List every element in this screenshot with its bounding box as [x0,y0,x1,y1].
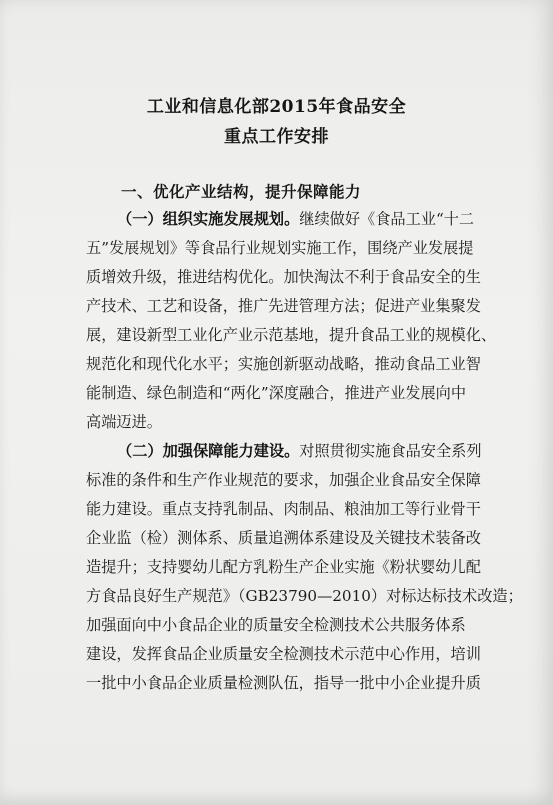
document-title-line2: 重点工作安排 [224,127,329,147]
paragraph-line: 造提升；支持婴幼儿配方乳粉生产企业实施《粉状婴幼儿配 [86,558,481,576]
paragraph-line: 五”发展规划》等食品行业规划实施工作，围绕产业发展提 [86,239,474,257]
paragraph-line: 能制造、绿色制造和“两化”深度融合，推进产业发展向中 [86,384,467,402]
paragraph-line: 展，建设新型工业化产业示范基地，提升食品工业的规模化、 [86,326,497,344]
paragraph-text: 对照贯彻实施食品安全系列 [299,442,482,460]
paragraph-line: 建设，发挥食品企业质量安全检测技术示范中心作用，培训 [86,645,481,663]
paragraph-line: 企业监（检）测体系、质量追溯体系建设及关键技术装备改 [86,529,481,547]
paragraph-line: 产技术、工艺和设备，推广先进管理方法；促进产业集聚发 [86,297,481,315]
paragraph-line: 方食品良好生产规范》（GB23790—2010）对标达标技术改造； [86,587,523,605]
paragraph-line: 能力建设。重点支持乳制品、肉制品、粮油加工等行业骨干 [86,500,481,518]
document-title-line1: 工业和信息化部2015年食品安全 [146,97,407,117]
paragraph-line: 加强面向中小食品企业的质量安全检测技术公共服务体系 [86,616,466,634]
paragraph-line: 质增效升级，推进结构优化。加快淘汰不利于食品安全的生 [86,268,481,286]
paragraph-lead: （一）组织实施发展规划。 [117,210,300,228]
paragraph-lead: （二）加强保障能力建设。 [117,442,300,460]
paragraph-line: 标准的条件和生产作业规范的要求，加强企业食品安全保障 [86,471,481,489]
paragraph-text: 继续做好《食品工业“十二 [299,210,475,228]
paragraph-line [86,205,496,234]
section-heading-1: 一、优化产业结构，提升保障能力 [121,183,362,201]
paragraph-line: 一批中小食品企业质量检测队伍，指导一批中小企业提升质 [86,674,481,692]
paragraph-line [86,437,523,466]
paragraph-line: 规范化和现代化水平；实施创新驱动战略，推动食品工业智 [86,355,481,373]
paragraph-2 [86,437,523,698]
paragraph-line: 高端迈进。 [86,413,162,431]
paragraph-1 [86,205,496,437]
